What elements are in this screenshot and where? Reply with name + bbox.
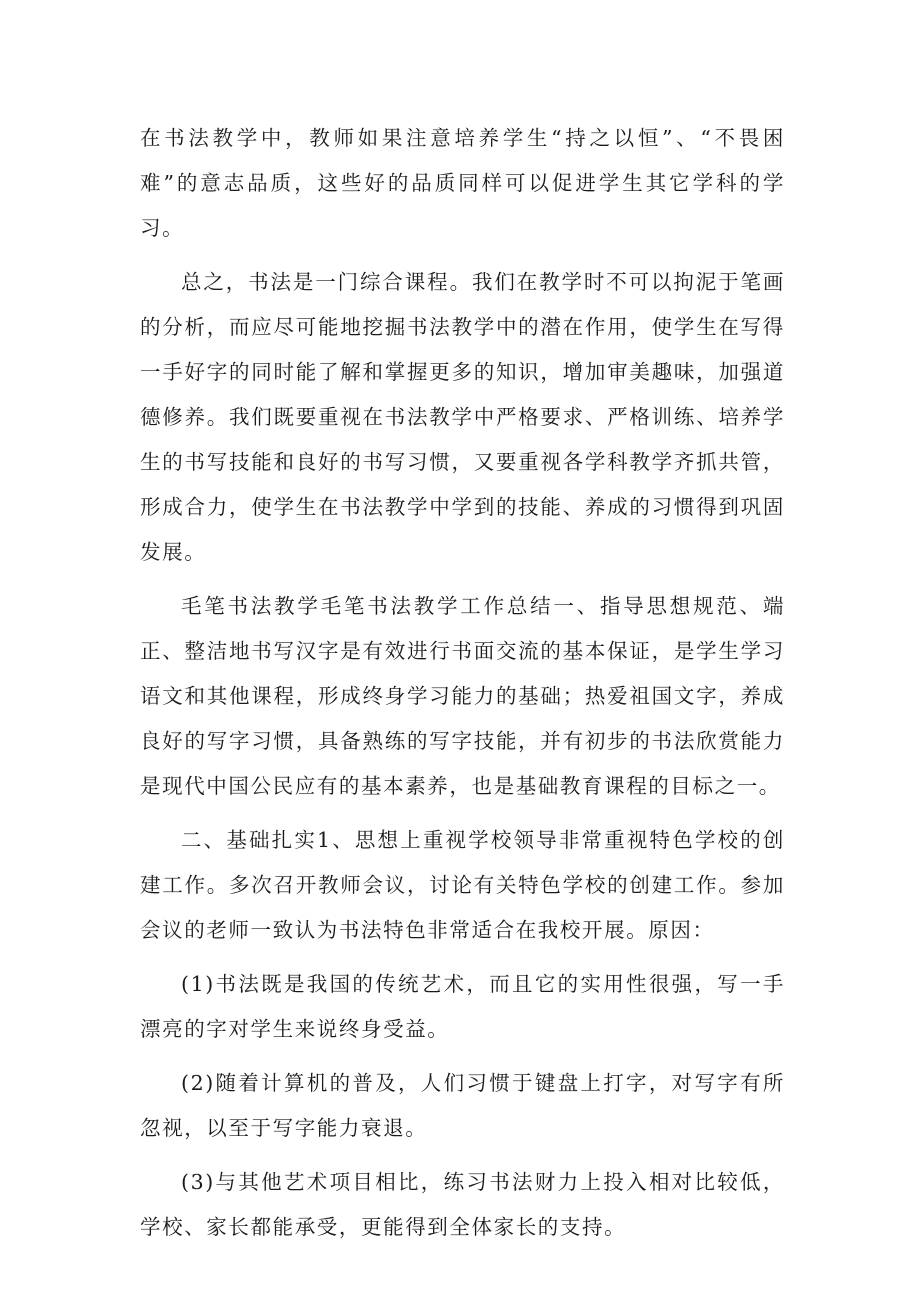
document-body — [140, 116, 785, 1259]
paragraph-5: (1)书法既是我国的传统艺术，而且它的实用性很强，写一手漂亮的字对学生来说终身受益。 — [140, 972, 785, 1041]
paragraph-2: 总之，书法是一门综合课程。我们在教学时不可以拘泥于笔画的分析，而应尽可能地挖掘书法教学中的潜在作用，使学生在写得一手好字的同时能了解和掌握更多的知识，增加审美趣味，加强道德修养。我们既要重视在书法教学中严格要求、严格训练、培养学生的书写技能和良好的书写习惯，又要重视各学科教学齐抓共管，形成合力，使学生在书法教学中学到的技能、养成的习惯得到巩固发展。 — [140, 270, 785, 564]
paragraph-4: 二、基础扎实1、思想上重视学校领导非常重视特色学校的创建工作。多次召开教师会议，讨论有关特色学校的创建工作。参加会议的老师一致认为书法特色非常适合在我校开展。原因： — [140, 828, 785, 942]
paragraph-6: (2)随着计算机的普及，人们习惯于键盘上打字，对写字有所忽视，以至于写字能力衰退。 — [140, 1071, 785, 1140]
paragraph-7: (3)与其他艺术项目相比，练习书法财力上投入相对比较低，学校、家长都能承受，更能得到全体家长的支持。 — [140, 1170, 785, 1239]
paragraph-1: 在书法教学中，教师如果注意培养学生“持之以恒”、“不畏困难”的意志品质，这些好的品质同样可以促进学生其它学科的学习。 — [140, 126, 785, 240]
paragraph-3: 毛笔书法教学毛笔书法教学工作总结一、指导思想规范、端正、整洁地书写汉字是有效进行书面交流的基本保证，是学生学习语文和其他课程，形成终身学习能力的基础；热爱祖国文字，养成良好的写字习惯，具备熟练的写字技能，并有初步的书法欣赏能力是现代中国公民应有的基本素养，也是基础教育课程的目标之一。 — [140, 594, 785, 798]
